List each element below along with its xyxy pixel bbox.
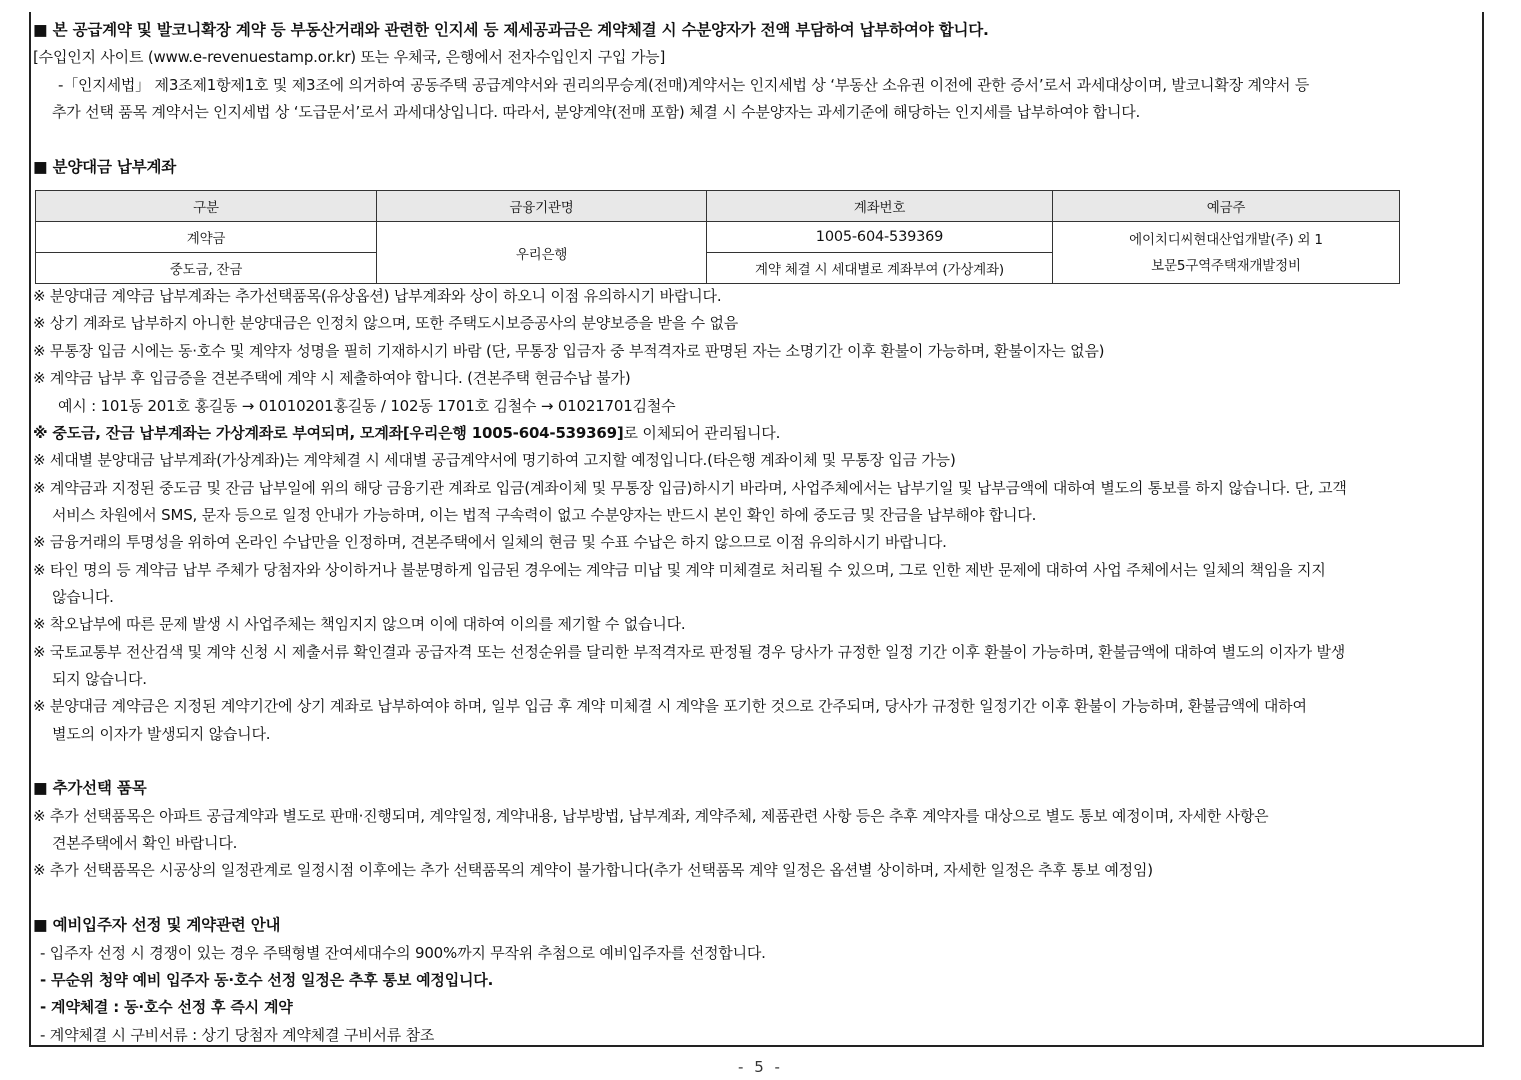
- options-section-title: ■ 추가선택 품목: [33, 779, 147, 797]
- row-type-deposit: 계약금: [36, 222, 377, 253]
- page-border: [29, 12, 1484, 1047]
- page-number: - 5 -: [738, 1058, 783, 1076]
- note-line: ※ 분양대금 계약금 납부계좌는 추가선택품목(유상옵션) 납부계좌와 상이 하오니 이점 유의하시기 바랍니다.: [33, 287, 722, 305]
- account-table-header-row: [36, 191, 1400, 222]
- bank-name: 우리은행: [377, 222, 707, 284]
- note-line: ※ 국토교통부 전산검색 및 계약 신청 시 제출서류 확인결과 공급자격 또는 선정순위를 달리한 부적격자로 판정될 경우 당사가 규정한 일정 기간 이후 환불이 가능하며, 환불금액에 대하여 별도의 이자가 발생: [33, 643, 1346, 661]
- note-line: ※ 금융거래의 투명성을 위하여 온라인 수납만을 인정하며, 견본주택에서 일체의 현금 및 수표 수납은 하지 않으므로 이점 유의하시기 바랍니다.: [33, 533, 947, 551]
- account-section-title: ■ 분양대금 납부계좌: [33, 158, 177, 176]
- row-type-balance: 중도금, 잔금: [36, 253, 377, 284]
- account-number: 1005-604-539369: [707, 222, 1053, 253]
- note-line: ※ 무통장 입금 시에는 동·호수 및 계약자 성명을 필히 기재하시기 바람 (단, 무통장 입금자 중 부적격자로 판명된 자는 소명기간 이후 환불이 가능하며, 환불이자는 없음): [33, 342, 1105, 360]
- virtual-account-note: 계약 체결 시 세대별로 계좌부여 (가상계좌): [707, 253, 1053, 284]
- stamp-law-line-1: -「인지세법」 제3조제1항제1호 및 제3조에 의거하여 공동주택 공급계약서와 권리의무승계(전매)계약서는 인지세법 상 ‘부동산 소유권 이전에 관한 증서’로서 과세대상이며, 발코니확장 계약서 등: [58, 76, 1310, 94]
- reserve-line: - 계약체결 시 구비서류 : 상기 당첨자 계약체결 구비서류 참조: [40, 1026, 435, 1044]
- options-line: 견본주택에서 확인 바랍니다.: [52, 834, 238, 852]
- note-line: 되지 않습니다.: [52, 670, 147, 688]
- reserve-section-title: ■ 예비입주자 선정 및 계약관련 안내: [33, 916, 281, 934]
- stamp-law-line-2: 추가 선택 품목 계약서는 인지세법 상 ‘도급문서’로서 과세대상입니다. 따라서, 분양계약(전매 포함) 체결 시 수분양자는 과세기준에 해당하는 인지세를 납부하여야 합니다.: [52, 103, 1141, 121]
- note-line: ※ 세대별 분양대금 납부계좌(가상계좌)는 계약체결 시 세대별 공급계약서에 명기하여 고지할 예정입니다.(타은행 계좌이체 및 무통장 입금 가능): [33, 451, 956, 469]
- note-example: 예시 : 101동 201호 홍길동 → 01010201홍길동 / 102동 1701호 김철수 → 01021701김철수: [58, 397, 676, 415]
- note-line: ※ 상기 계좌로 납부하지 아니한 분양대금은 인정치 않으며, 또한 주택도시보증공사의 분양보증을 받을 수 없음: [33, 314, 739, 332]
- stamp-site-info: [수입인지 사이트 (www.e-revenuestamp.or.kr) 또는 우체국, 은행에서 전자수입인지 구입 가능]: [33, 48, 666, 66]
- reserve-line: - 입주자 선정 시 경쟁이 있는 경우 주택형별 잔여세대수의 900%까지 무작위 추첨으로 예비입주자를 선정합니다.: [40, 944, 766, 962]
- note-line: 않습니다.: [52, 588, 114, 606]
- note-line: 별도의 이자가 발생되지 않습니다.: [52, 725, 271, 743]
- note-line: ※ 계약금과 지정된 중도금 및 잔금 납부일에 위의 해당 금융기관 계좌로 입금(계좌이체 및 무통장 입금)하시기 바라며, 사업주체에서는 납부기일 및 납부금액에 대하여 별도의 통보를 하지 않습니다. 단, 고객: [33, 479, 1347, 497]
- note-line: ※ 계약금 납부 후 입금증을 견본주택에 계약 시 제출하여야 합니다. (견본주택 현금수납 불가): [33, 369, 631, 387]
- note-bold-part: ※ 중도금, 잔금 납부계좌는 가상계좌로 부여되며, 모계좌[우리은행 1005-604-539369]: [33, 424, 624, 442]
- reserve-line-bold: - 계약체결 : 동·호수 선정 후 즉시 계약: [40, 998, 293, 1016]
- header-holder: 예금주: [1053, 191, 1400, 222]
- reserve-line-bold: - 무순위 청약 예비 입주자 동·호수 선정 일정은 추후 통보 예정입니다.: [40, 971, 494, 989]
- options-line: ※ 추가 선택품목은 시공상의 일정관계로 일정시점 이후에는 추가 선택품목의 계약이 불가합니다(추가 선택품목 계약 일정은 옵션별 상이하며, 자세한 일정은 추후 통보 예정임): [33, 861, 1153, 879]
- holder-line-2: 보문5구역주택재개발정비: [1151, 257, 1301, 274]
- note-line-bold: [33, 423, 780, 443]
- note-line: ※ 타인 명의 등 계약금 납부 주체가 당첨자와 상이하거나 불분명하게 입금된 경우에는 계약금 미납 및 계약 미체결로 처리될 수 있으며, 그로 인한 제반 문제에 대하여 사업 주체에서는 일체의 책임을 지지: [33, 561, 1326, 579]
- header-account-number: 계좌번호: [707, 191, 1053, 222]
- note-line: ※ 착오납부에 따른 문제 발생 시 사업주체는 책임지지 않으며 이에 대하여 이의를 제기할 수 없습니다.: [33, 615, 686, 633]
- note-normal-part: 로 이체되어 관리됩니다.: [623, 424, 781, 442]
- table-row: [36, 222, 1400, 253]
- header-type: 구분: [36, 191, 377, 222]
- options-line: ※ 추가 선택품목은 아파트 공급계약과 별도로 판매·진행되며, 계약일정, 계약내용, 납부방법, 납부계좌, 계약주체, 제품관련 사항 등은 추후 계약자를 대상으로 별도 통보 예정이며, 자세한 사항은: [33, 807, 1269, 825]
- stamp-tax-notice-title: ■ 본 공급계약 및 발코니확장 계약 등 부동산거래와 관련한 인지세 등 제세공과금은 계약체결 시 수분양자가 전액 부담하여 납부하여야 합니다.: [33, 21, 989, 39]
- note-line: ※ 분양대금 계약금은 지정된 계약기간에 상기 계좌로 납부하여야 하며, 일부 입금 후 계약 미체결 시 계약을 포기한 것으로 간주되며, 당사가 규정한 일정기간 이후 환불이 가능하며, 환불금액에 대하여: [33, 697, 1307, 715]
- account-table: [35, 190, 1400, 284]
- note-line: 서비스 차원에서 SMS, 문자 등으로 일정 안내가 가능하며, 이는 법적 구속력이 없고 수분양자는 반드시 본인 확인 하에 중도금 및 잔금을 납부해야 합니다.: [52, 506, 1037, 524]
- header-bank: 금융기관명: [377, 191, 707, 222]
- holder-line-1: 에이치디씨현대산업개발(주) 외 1: [1129, 231, 1323, 248]
- account-holder: [1053, 222, 1400, 284]
